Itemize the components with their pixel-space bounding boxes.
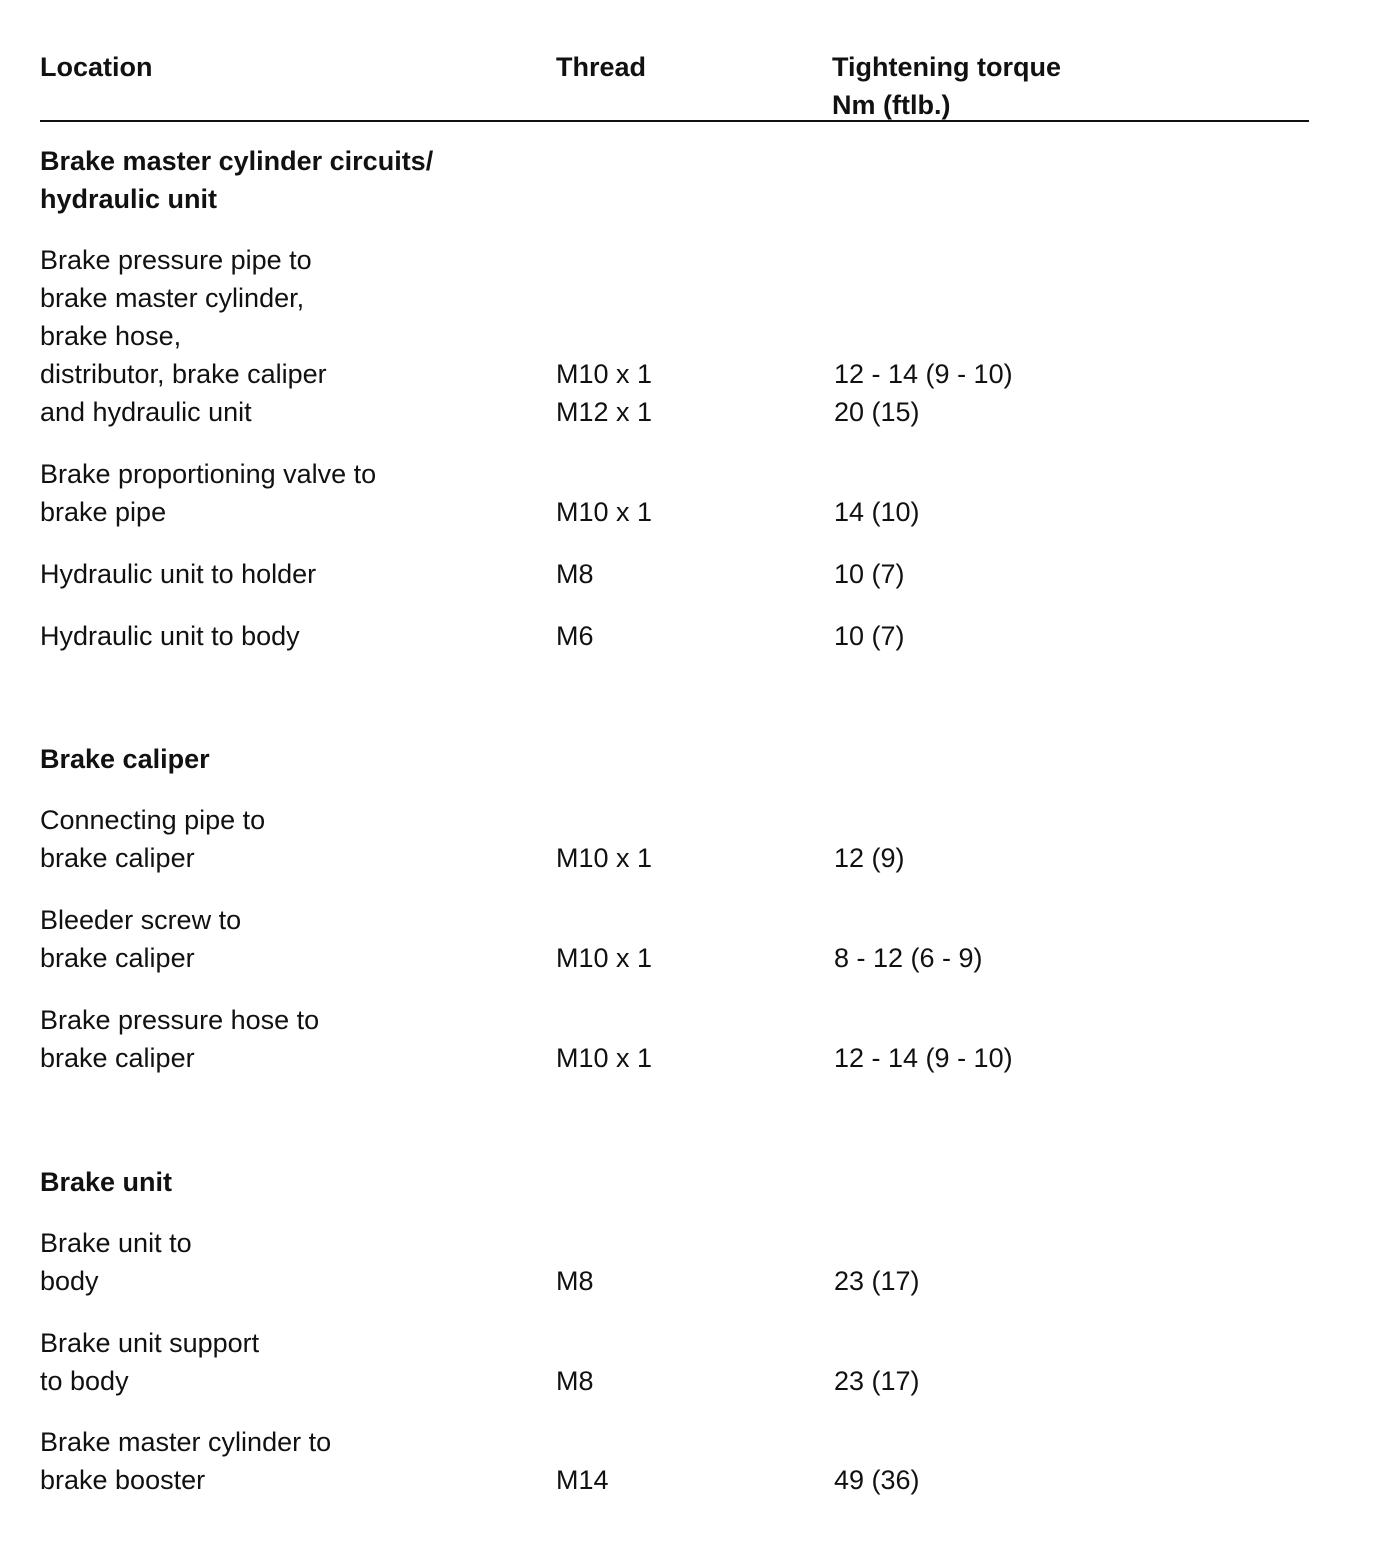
location-line: Hydraulic unit to body [40,621,300,651]
column-header-location: Location [40,52,153,82]
torque-value: 12 - 14 (9 - 10) [834,359,1013,389]
location-cell [40,1324,540,1400]
section-title-brake-unit [40,1163,520,1201]
torque-cell [834,1039,1294,1077]
location-cell [40,241,540,431]
torque-cell [834,1362,1294,1400]
torque-value: 12 (9) [834,843,905,873]
thread-value: M8 [556,559,594,589]
torque-value: 20 (15) [834,397,920,427]
torque-value: 23 (17) [834,1366,920,1396]
thread-cell [556,939,816,977]
thread-cell [556,839,816,877]
location-line: brake pipe [40,497,167,527]
thread-value: M10 x 1 [556,1043,653,1073]
thread-cell [556,617,816,655]
location-cell [40,1423,540,1499]
location-line: Bleeder screw to [40,905,242,935]
thread-cell [556,1262,816,1300]
location-line: to body [40,1366,129,1396]
torque-value: 49 (36) [834,1465,920,1495]
torque-cell [834,1461,1294,1499]
torque-value: 8 - 12 (6 - 9) [834,943,983,973]
location-line: Brake pressure hose to [40,1005,320,1035]
location-cell [40,801,540,877]
location-cell [40,617,540,655]
location-cell [40,901,540,977]
torque-value: 23 (17) [834,1266,920,1296]
location-line: body [40,1266,99,1296]
location-line: brake master cylinder, [40,283,305,313]
section-title-line: Brake master cylinder circuits/ [40,146,434,176]
location-line: brake caliper [40,943,195,973]
location-cell [40,455,540,531]
torque-cell [834,839,1294,877]
location-line: Brake pressure pipe to [40,245,312,275]
thread-value: M14 [556,1465,609,1495]
section-title-line: Brake unit [40,1167,173,1197]
location-line: Brake master cylinder to [40,1427,332,1457]
location-line: Connecting pipe to [40,805,266,835]
thread-value: M10 x 1 [556,359,653,389]
location-line: Hydraulic unit to holder [40,559,317,589]
header-divider [40,120,1309,122]
location-line: Brake proportioning valve to [40,459,377,489]
torque-cell [834,355,1294,431]
column-header-torque [832,48,1061,124]
torque-cell [834,617,1294,655]
thread-value: M12 x 1 [556,397,653,427]
location-cell [40,1224,540,1300]
location-line: distributor, brake caliper [40,359,327,389]
thread-cell [556,355,816,431]
location-line: brake booster [40,1465,206,1495]
column-header-torque-units: Nm (ftlb.) [832,90,951,120]
thread-cell [556,1362,816,1400]
table-header [0,48,1376,128]
location-line: and hydraulic unit [40,397,252,427]
column-header-thread: Thread [556,52,647,82]
thread-value: M10 x 1 [556,497,653,527]
column-header-torque-title: Tightening torque [832,52,1061,82]
section-title-line: Brake caliper [40,744,210,774]
location-line: Brake unit support [40,1328,260,1358]
location-cell [40,555,540,593]
torque-cell [834,939,1294,977]
thread-value: M8 [556,1266,594,1296]
location-line: brake caliper [40,843,195,873]
torque-value: 10 (7) [834,621,905,651]
thread-cell [556,493,816,531]
location-line: brake caliper [40,1043,195,1073]
torque-cell [834,1262,1294,1300]
torque-cell [834,493,1294,531]
location-cell [40,1001,540,1077]
torque-value: 12 - 14 (9 - 10) [834,1043,1013,1073]
thread-value: M10 x 1 [556,843,653,873]
thread-cell [556,1461,816,1499]
section-title-master-cylinder [40,142,520,218]
thread-cell [556,555,816,593]
section-title-brake-caliper [40,740,520,778]
torque-cell [834,555,1294,593]
location-line: Brake unit to [40,1228,192,1258]
thread-value: M6 [556,621,594,651]
thread-value: M8 [556,1366,594,1396]
thread-cell [556,1039,816,1077]
section-title-line: hydraulic unit [40,184,218,214]
torque-value: 10 (7) [834,559,905,589]
location-line: brake hose, [40,321,182,351]
torque-value: 14 (10) [834,497,920,527]
thread-value: M10 x 1 [556,943,653,973]
